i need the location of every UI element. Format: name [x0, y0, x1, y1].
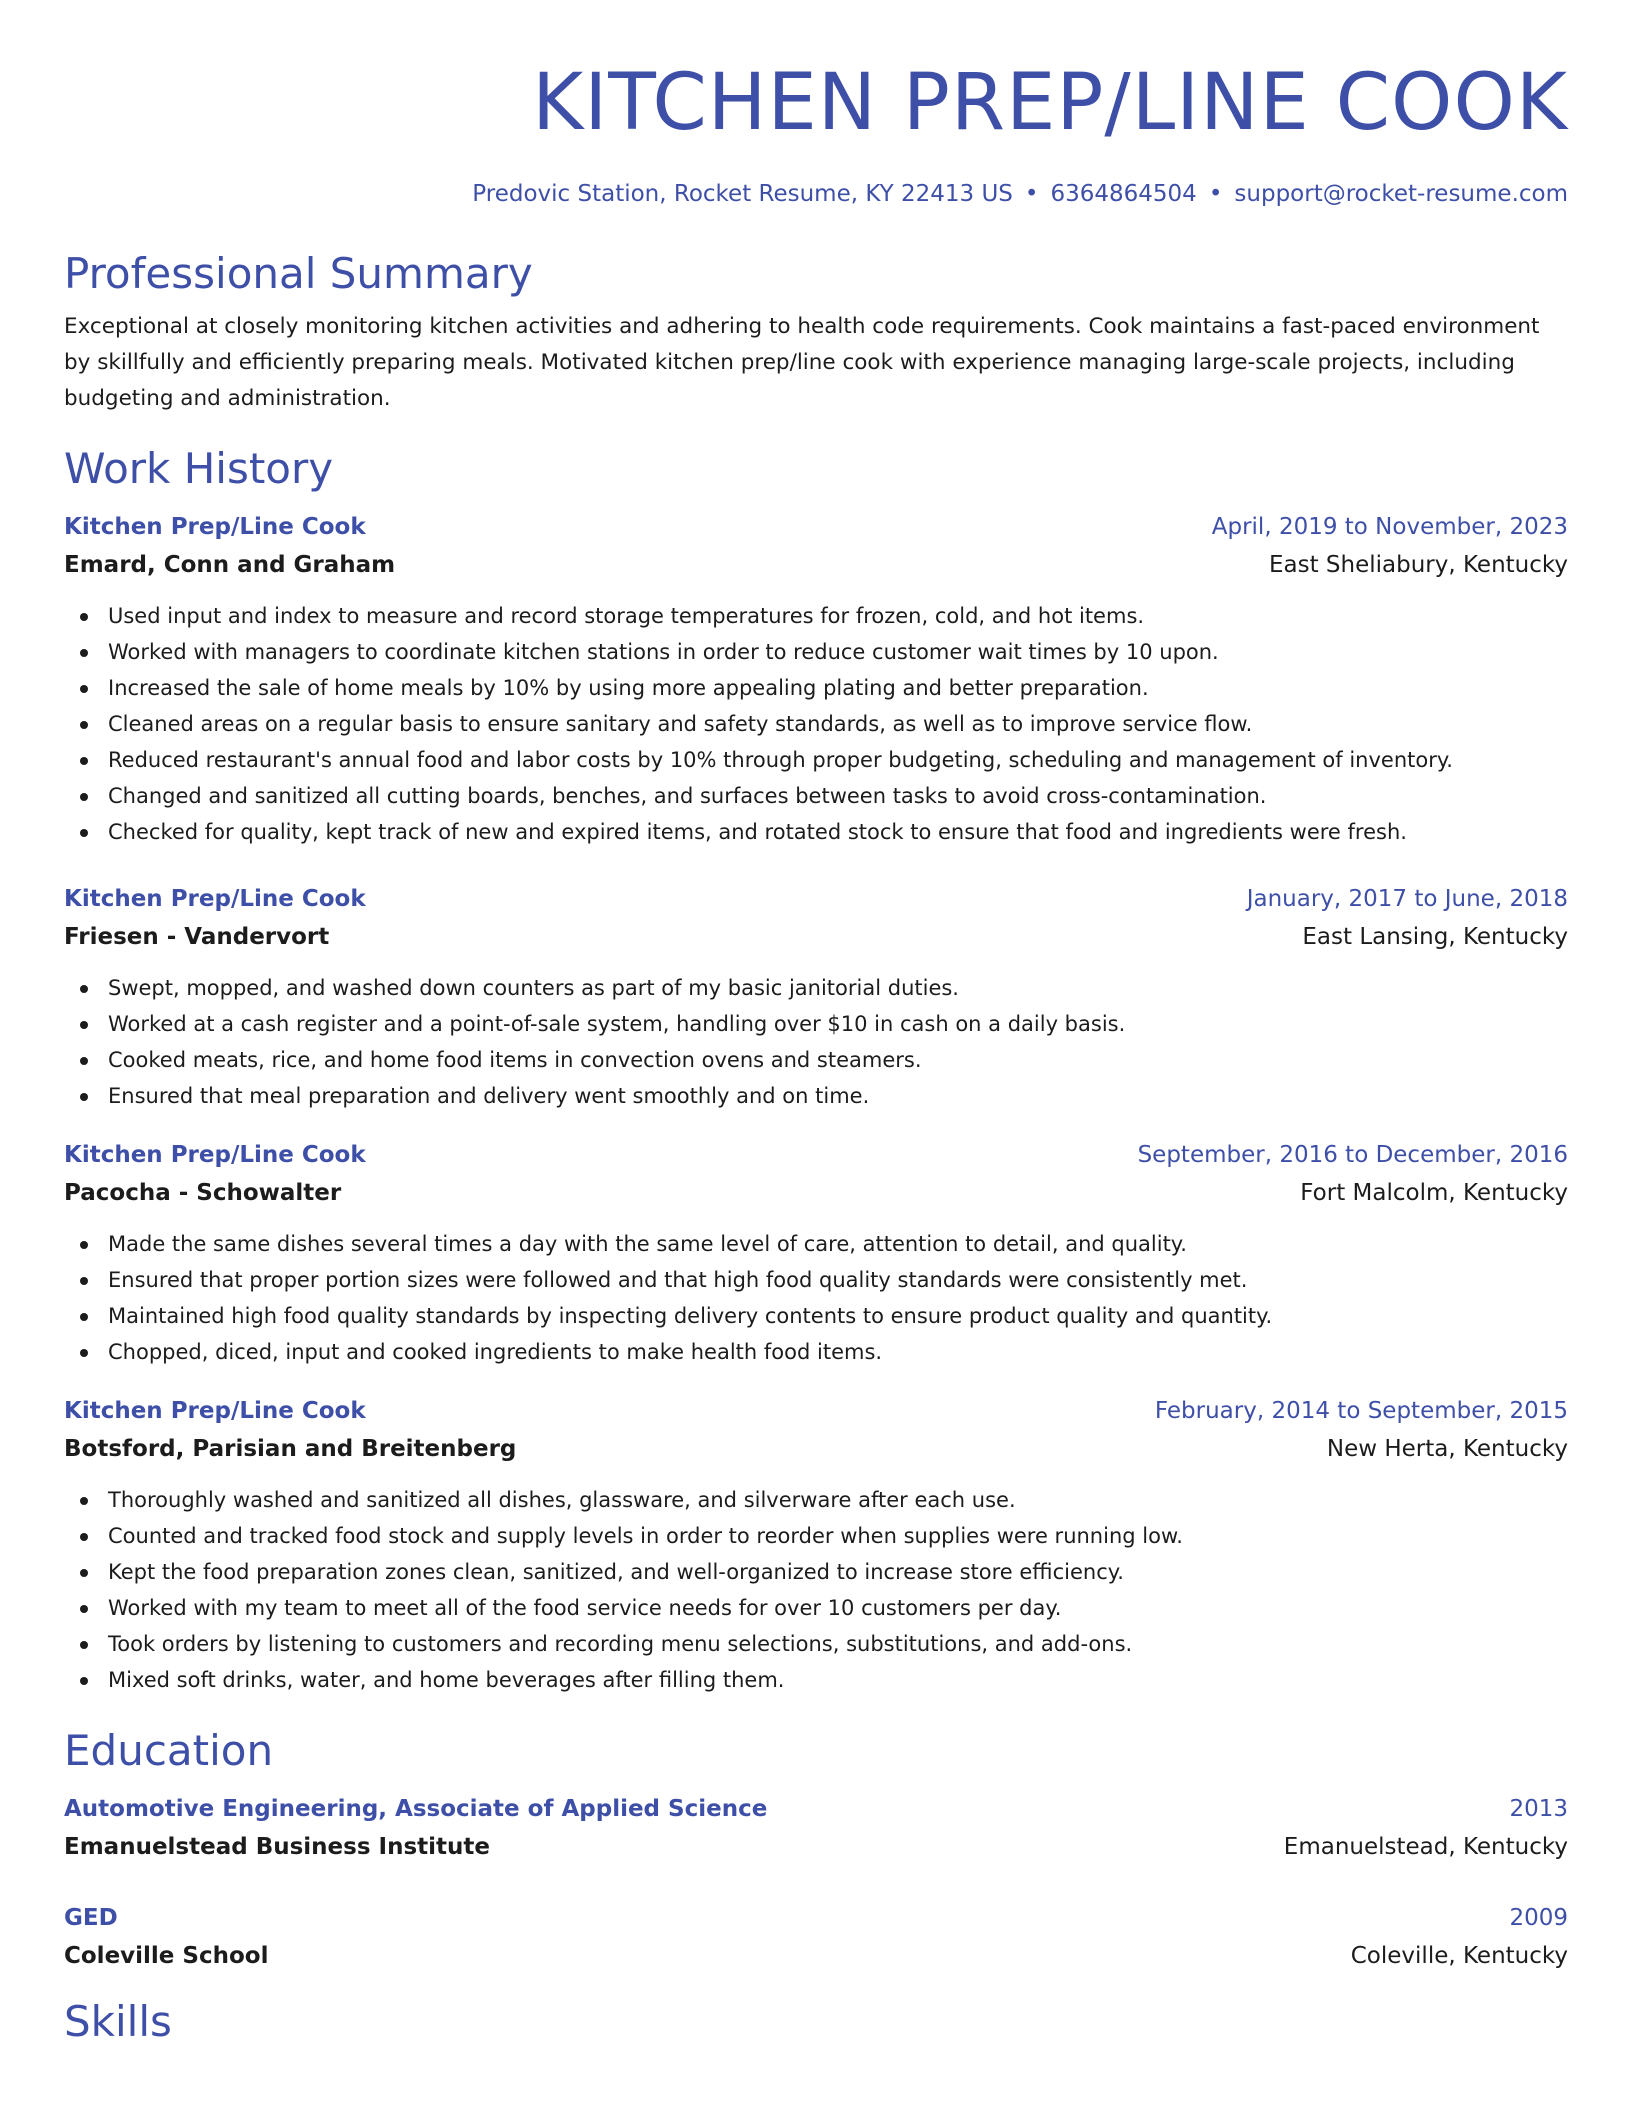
job-location: New Herta, Kentucky — [1326, 1436, 1568, 1462]
education-year: 2009 — [1509, 1905, 1568, 1931]
education-school-row — [64, 1937, 1568, 1975]
job-title-row — [64, 508, 1568, 546]
education-year: 2013 — [1509, 1796, 1568, 1822]
contact-separator: • — [1208, 181, 1223, 207]
job-bullet: Worked with my team to meet all of the food service needs for over 10 customers per day. — [64, 1590, 1568, 1626]
job-entry — [64, 1392, 1568, 1698]
job-title: Kitchen Prep/Line Cook — [64, 1142, 366, 1168]
job-bullets — [64, 1226, 1568, 1370]
job-bullet: Ensured that meal preparation and delivery went smoothly and on time. — [64, 1078, 1568, 1114]
resume-page — [64, 0, 1568, 2047]
job-title-row — [64, 1136, 1568, 1174]
job-title: Kitchen Prep/Line Cook — [64, 1398, 366, 1424]
contact-phone: 6364864504 — [1050, 181, 1197, 207]
job-bullet: Chopped, diced, input and cooked ingredients to make health food items. — [64, 1334, 1568, 1370]
education-degree-row — [64, 1899, 1568, 1937]
job-bullet: Counted and tracked food stock and supply levels in order to reorder when supplies were running low. — [64, 1518, 1568, 1554]
job-bullet: Changed and sanitized all cutting boards, benches, and surfaces between tasks to avoid cross-contamination. — [64, 778, 1568, 814]
job-location: Fort Malcolm, Kentucky — [1300, 1180, 1568, 1206]
summary-text: Exceptional at closely monitoring kitchen activities and adhering to health code requirements. Cook maintains a fast-paced environment by skillfully and efficiently preparing meals. Motivated kitchen prep/line cook with experience managing large-scale projects, including budgeting and administration. — [64, 314, 1540, 411]
job-location: East Lansing, Kentucky — [1302, 924, 1568, 950]
contact-email[interactable]: support@rocket-resume.com — [1234, 181, 1568, 207]
job-company-row — [64, 546, 1568, 584]
job-company-row — [64, 1174, 1568, 1212]
job-bullet: Reduced restaurant's annual food and labor costs by 10% through proper budgeting, scheduling and management of inventory. — [64, 742, 1568, 778]
job-bullet: Made the same dishes several times a day with the same level of care, attention to detail, and quality. — [64, 1226, 1568, 1262]
education-entry — [64, 1899, 1568, 1975]
job-bullet: Worked at a cash register and a point-of-sale system, handling over $10 in cash on a daily basis. — [64, 1006, 1568, 1042]
education-school: Emanuelstead Business Institute — [64, 1834, 491, 1860]
job-dates: January, 2017 to June, 2018 — [1246, 886, 1568, 912]
contact-address: Predovic Station, Rocket Resume, KY 22413 US — [472, 181, 1013, 207]
contact-separator: • — [1024, 181, 1039, 207]
job-location: East Sheliabury, Kentucky — [1268, 552, 1568, 578]
education-heading: Education — [64, 1726, 274, 1775]
job-bullets — [64, 970, 1568, 1114]
job-company: Pacocha - Schowalter — [64, 1180, 342, 1206]
job-bullet: Used input and index to measure and record storage temperatures for frozen, cold, and hot items. — [64, 598, 1568, 634]
education-location: Emanuelstead, Kentucky — [1283, 1834, 1568, 1860]
job-dates: February, 2014 to September, 2015 — [1154, 1398, 1568, 1424]
job-title: Kitchen Prep/Line Cook — [64, 514, 366, 540]
job-entry — [64, 880, 1568, 1114]
summary-heading: Professional Summary — [64, 249, 533, 298]
job-dates: April, 2019 to November, 2023 — [1211, 514, 1568, 540]
candidate-name: KITCHEN PREP/LINE COOK — [532, 58, 1568, 148]
job-company: Emard, Conn and Graham — [64, 552, 396, 578]
job-bullet: Thoroughly washed and sanitized all dishes, glassware, and silverware after each use. — [64, 1482, 1568, 1518]
job-title: Kitchen Prep/Line Cook — [64, 886, 366, 912]
work-history-heading: Work History — [64, 444, 334, 493]
job-bullet: Worked with managers to coordinate kitchen stations in order to reduce customer wait times by 10 upon. — [64, 634, 1568, 670]
job-bullet: Cleaned areas on a regular basis to ensure sanitary and safety standards, as well as to improve service flow. — [64, 706, 1568, 742]
job-entry — [64, 1136, 1568, 1370]
job-bullet: Swept, mopped, and washed down counters as part of my basic janitorial duties. — [64, 970, 1568, 1006]
job-bullets — [64, 1482, 1568, 1698]
job-bullet: Mixed soft drinks, water, and home beverages after filling them. — [64, 1662, 1568, 1698]
job-bullets — [64, 598, 1568, 850]
job-entry — [64, 508, 1568, 850]
job-bullet: Increased the sale of home meals by 10% by using more appealing plating and better preparation. — [64, 670, 1568, 706]
job-bullet: Checked for quality, kept track of new and expired items, and rotated stock to ensure that food and ingredients were fresh. — [64, 814, 1568, 850]
resume-header — [64, 57, 1568, 209]
job-bullet: Kept the food preparation zones clean, sanitized, and well-organized to increase store efficiency. — [64, 1554, 1568, 1590]
job-company: Botsford, Parisian and Breitenberg — [64, 1436, 517, 1462]
education-degree: Automotive Engineering, Associate of Applied Science — [64, 1796, 768, 1822]
contact-line — [64, 179, 1568, 209]
education-school-row — [64, 1828, 1568, 1866]
education-school: Coleville School — [64, 1943, 269, 1969]
skills-heading: Skills — [64, 1997, 172, 2046]
education-degree: GED — [64, 1905, 118, 1931]
education-location: Coleville, Kentucky — [1350, 1943, 1568, 1969]
job-bullet: Took orders by listening to customers and recording menu selections, substitutions, and add-ons. — [64, 1626, 1568, 1662]
job-bullet: Maintained high food quality standards by inspecting delivery contents to ensure product quality and quantity. — [64, 1298, 1568, 1334]
job-company-row — [64, 918, 1568, 956]
job-company: Friesen - Vandervort — [64, 924, 330, 950]
education-entry — [64, 1790, 1568, 1866]
job-title-row — [64, 880, 1568, 918]
job-title-row — [64, 1392, 1568, 1430]
job-company-row — [64, 1430, 1568, 1468]
job-dates: September, 2016 to December, 2016 — [1137, 1142, 1568, 1168]
job-bullet: Cooked meats, rice, and home food items in convection ovens and steamers. — [64, 1042, 1568, 1078]
job-bullet: Ensured that proper portion sizes were followed and that high food quality standards were consistently met. — [64, 1262, 1568, 1298]
education-degree-row — [64, 1790, 1568, 1828]
